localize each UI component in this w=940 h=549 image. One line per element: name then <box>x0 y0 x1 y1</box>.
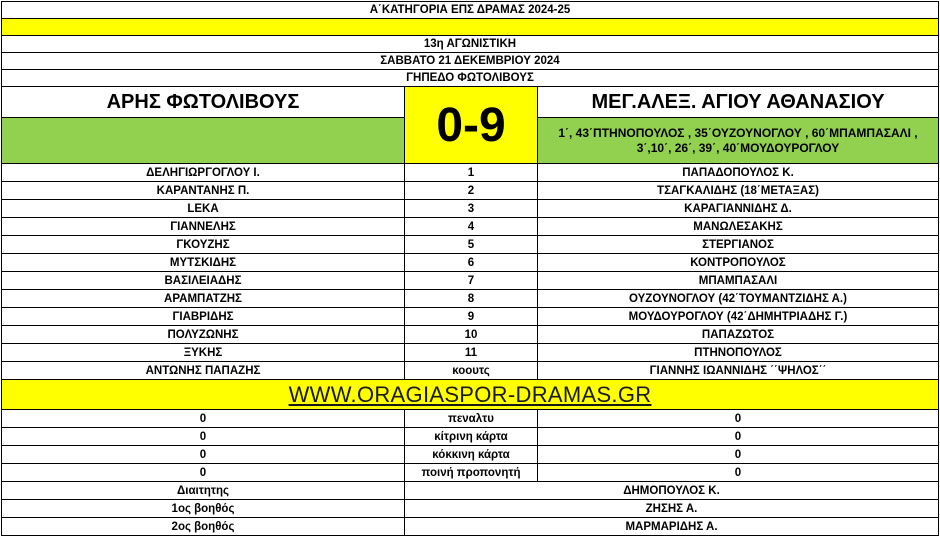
lineup-row <box>2 254 939 272</box>
website-link[interactable]: WWW.ORAGIASPOR-DRAMAS.GR <box>2 380 939 410</box>
home-scorers <box>2 118 405 164</box>
official-row <box>2 518 939 536</box>
home-player: ΓΙΑΒΡΙΔΗΣ <box>2 308 405 326</box>
away-player: ΠΑΠΑΔΟΠΟΥΛΟΣ Κ. <box>538 164 939 182</box>
website-row <box>2 380 939 410</box>
away-stat-value: 0 <box>538 428 939 446</box>
shirt-number: 6 <box>405 254 538 272</box>
teams-score-block <box>2 87 939 164</box>
date-row <box>2 53 939 70</box>
away-player: ΚΟΝΤΡΟΠΟΥΛΟΣ <box>538 254 939 272</box>
stat-label: κίτρινη κάρτα <box>405 428 538 446</box>
away-player: ΠΑΠΑΖΩΤΟΣ <box>538 326 939 344</box>
away-player: ΠΤΗΝΟΠΟΥΛΟΣ <box>538 344 939 362</box>
shirt-number: 1 <box>405 164 538 182</box>
round-row <box>2 36 939 53</box>
home-team-column <box>2 87 405 164</box>
official-role: 2ος βοηθός <box>2 518 405 536</box>
final-score: 0-9 <box>405 87 538 164</box>
lineup-row <box>2 218 939 236</box>
away-team-column <box>538 87 939 164</box>
home-stat-value: 0 <box>2 464 405 482</box>
competition-title: Α΄ΚΑΤΗΓΟΡΙΑ ΕΠΣ ΔΡΑΜΑΣ 2024-25 <box>2 2 939 19</box>
stat-label: πεναλτυ <box>405 410 538 428</box>
lineup-row <box>2 308 939 326</box>
home-player: ΒΑΣΙΛΕΙΑΔΗΣ <box>2 272 405 290</box>
official-role: 1ος βοηθός <box>2 500 405 518</box>
lineup-row <box>2 164 939 182</box>
lineup-row <box>2 182 939 200</box>
lineup-row <box>2 200 939 218</box>
official-role: Διαιτητης <box>2 482 405 500</box>
stat-row <box>2 410 939 428</box>
stadium-row <box>2 70 939 87</box>
match-report-sheet <box>1 1 939 536</box>
shirt-number: 8 <box>405 290 538 308</box>
lineup-row <box>2 290 939 308</box>
shirt-number: 11 <box>405 344 538 362</box>
official-name: ΖΗΣΗΣ Α. <box>405 500 939 518</box>
official-row <box>2 482 939 500</box>
yellow-separator-row <box>2 19 939 36</box>
home-player: ΞΥΚΗΣ <box>2 344 405 362</box>
yellow-separator <box>2 19 939 36</box>
home-player: ΠΟΛΥΖΩΝΗΣ <box>2 326 405 344</box>
official-row <box>2 500 939 518</box>
away-player: ΜΟΥΔΟΥΡΟΓΛΟΥ (42΄ΔΗΜΗΤΡΙΑΔΗΣ Γ.) <box>538 308 939 326</box>
lineup-row <box>2 236 939 254</box>
lineup-table <box>2 164 939 380</box>
lineup-row <box>2 272 939 290</box>
away-player: ΤΣΑΓΚΑΛΙΔΗΣ (18΄ΜΕΤΑΞΑΣ) <box>538 182 939 200</box>
competition-row <box>2 2 939 19</box>
officials-table <box>2 482 939 536</box>
shirt-number: 5 <box>405 236 538 254</box>
shirt-number: 2 <box>405 182 538 200</box>
stat-row <box>2 446 939 464</box>
away-coach: ΓΙΑΝΝΗΣ ΙΩΑΝΝΙΔΗΣ ΄΄ΨΗΛΟΣ΄΄ <box>538 362 939 380</box>
home-player: LEKA <box>2 200 405 218</box>
stat-row <box>2 464 939 482</box>
away-stat-value: 0 <box>538 410 939 428</box>
away-player: ΜΑΝΩΛΕΣΑΚΗΣ <box>538 218 939 236</box>
away-scorers-line-1: 1΄, 43΄ΠΤΗΝΟΠΟΥΛΟΣ , 35΄ΟΥΖΟΥΝΟΓΛΟΥ , 60΄ΜΠΑΜΠΑΣΑΛΙ , <box>558 125 918 140</box>
away-scorers <box>538 118 939 164</box>
shirt-number: 3 <box>405 200 538 218</box>
official-name: ΔΗΜΟΠΟΥΛΟΣ Κ. <box>405 482 939 500</box>
official-name: ΜΑΡΜΑΡΙΔΗΣ Α. <box>405 518 939 536</box>
home-coach: ΑΝΤΩΝΗΣ ΠΑΠΑΖΗΣ <box>2 362 405 380</box>
home-player: ΔΕΛΗΓΙΩΡΓΟΓΛΟΥ Ι. <box>2 164 405 182</box>
away-team-name: ΜΕΓ.ΑΛΕΞ. ΑΓΙΟΥ ΑΘΑΝΑΣΙΟΥ <box>538 87 939 118</box>
match-date: ΣΑΒΒΑΤΟ 21 ΔΕΚΕΜΒΡΙΟΥ 2024 <box>2 53 939 70</box>
home-player: ΓΚΟΥΖΗΣ <box>2 236 405 254</box>
coach-label: κοουτς <box>405 362 538 380</box>
round-label: 13η ΑΓΩΝΙΣΤΙΚΗ <box>2 36 939 53</box>
home-team-name: ΑΡΗΣ ΦΩΤΟΛΙΒΟΥΣ <box>2 87 405 118</box>
stat-row <box>2 428 939 446</box>
away-stat-value: 0 <box>538 464 939 482</box>
away-scorers-line-2: 3΄,10΄, 26΄, 39΄, 40΄ΜΟΥΔΟΥΡΟΓΛΟΥ <box>636 140 840 155</box>
away-player: ΟΥΖΟΥΝΟΓΛΟΥ (42΄ΤΟΥΜΑΝΤΖΙΔΗΣ Α.) <box>538 290 939 308</box>
away-player: ΚΑΡΑΓΙΑΝΝΙΔΗΣ Δ. <box>538 200 939 218</box>
shirt-number: 9 <box>405 308 538 326</box>
away-player: ΣΤΕΡΓΙΑΝΟΣ <box>538 236 939 254</box>
shirt-number: 4 <box>405 218 538 236</box>
home-stat-value: 0 <box>2 410 405 428</box>
shirt-number: 7 <box>405 272 538 290</box>
home-player: ΓΙΑΝΝΕΛΗΣ <box>2 218 405 236</box>
stat-label: ποινή προπονητή <box>405 464 538 482</box>
stat-label: κόκκινη κάρτα <box>405 446 538 464</box>
shirt-number: 10 <box>405 326 538 344</box>
home-player: ΜΥΤΣΚΙΔΗΣ <box>2 254 405 272</box>
home-player: ΑΡΑΜΠΑΤΖΗΣ <box>2 290 405 308</box>
away-stat-value: 0 <box>538 446 939 464</box>
home-player: ΚΑΡΑΝΤΑΝΗΣ Π. <box>2 182 405 200</box>
lineup-row <box>2 326 939 344</box>
away-player: ΜΠΑΜΠΑΣΑΛΙ <box>538 272 939 290</box>
lineup-row <box>2 344 939 362</box>
home-stat-value: 0 <box>2 446 405 464</box>
stats-table <box>2 410 939 482</box>
coaches-row <box>2 362 939 380</box>
stadium-name: ΓΗΠΕΔΟ ΦΩΤΟΛΙΒΟΥΣ <box>2 70 939 87</box>
home-stat-value: 0 <box>2 428 405 446</box>
